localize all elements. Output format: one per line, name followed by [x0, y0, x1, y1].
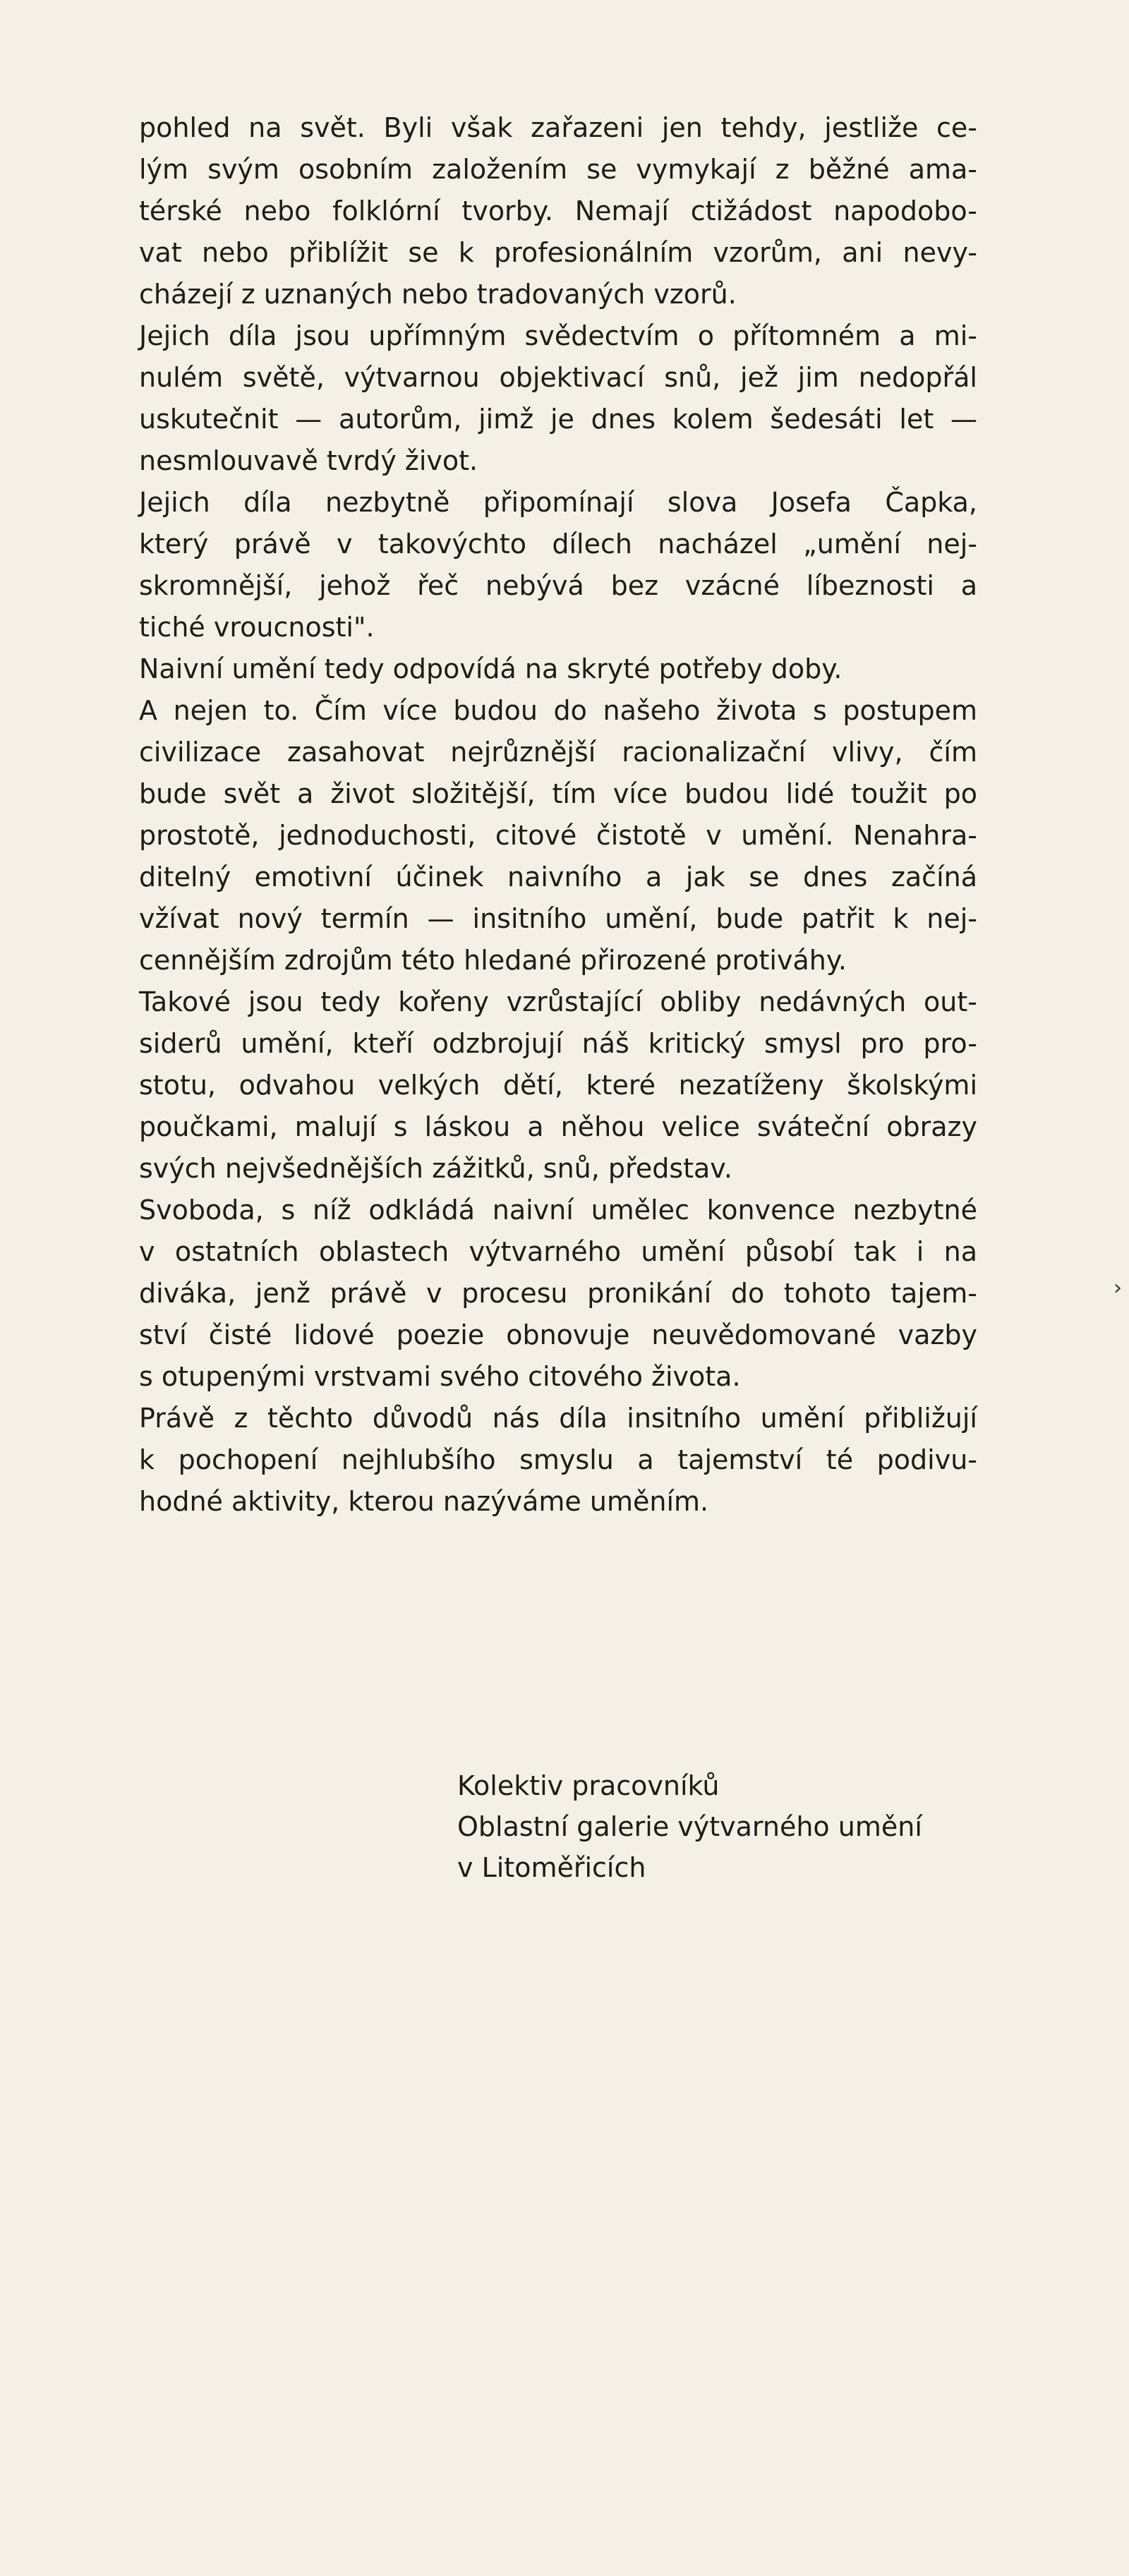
text-line: stotu, odvahou velkých dětí, které nezatíženy školskými [139, 1070, 977, 1101]
text-line: siderů umění, kteří odzbrojují náš kritický smysl pro pro- [139, 1028, 977, 1059]
text-line: v ostatních oblastech výtvarného umění působí tak i na [139, 1236, 977, 1267]
signature-line-3: v Litoměřicích [457, 1852, 646, 1883]
signature-line-2: Oblastní galerie výtvarného umění [457, 1811, 922, 1842]
text-line: Naivní umění tedy odpovídá na skryté potřeby doby. [139, 653, 843, 684]
text-line: ství čisté lidové poezie obnovuje neuvědomované vazby [139, 1319, 977, 1350]
text-line: Jejich díla jsou upřímným svědectvím o přítomném a mi- [139, 320, 977, 351]
text-line: nesmlouvavě tvrdý život. [139, 445, 478, 476]
text-line: Takové jsou tedy kořeny vzrůstající obliby nedávných out- [139, 986, 977, 1017]
text-line: vžívat nový termín — insitního umění, bude patřit k nej- [139, 903, 977, 934]
text-line: skromnější, jehož řeč nebývá bez vzácné líbeznosti a [139, 570, 977, 601]
text-line: Jejich díla nezbytně připomínají slova Josefa Čapka, [139, 487, 977, 518]
text-line: svých nejvšednějších zážitků, snů, představ. [139, 1153, 732, 1184]
text-line: civilizace zasahovat nejrůznější racionalizační vlivy, čím [139, 737, 977, 768]
text-line: cházejí z uznaných nebo tradovaných vzorů. [139, 279, 737, 310]
text-line: poučkami, malují s láskou a něhou velice sváteční obrazy [139, 1111, 977, 1142]
margin-mark: › [1113, 1276, 1122, 1300]
text-line: cennějším zdrojům této hledané přirozené protiváhy. [139, 945, 847, 976]
text-line: lým svým osobním založením se vymykají z běžné ama- [139, 154, 977, 185]
text-line: ditelný emotivní účinek naivního a jak se dnes začíná [139, 861, 977, 893]
text-line: s otupenými vrstvami svého citového života. [139, 1361, 741, 1392]
text-line: vat nebo přiblížit se k profesionálním vzorům, ani nevy- [139, 237, 977, 268]
text-line: hodné aktivity, kterou nazýváme uměním. [139, 1486, 709, 1517]
text-line: prostotě, jednoduchosti, citové čistotě v umění. Nenahra- [139, 820, 977, 851]
text-line: Právě z těchto důvodů nás díla insitního umění přibližují [139, 1403, 977, 1434]
signature-line-1: Kolektiv pracovníků [457, 1770, 720, 1801]
text-line: nulém světě, výtvarnou objektivací snů, jež jim nedopřál [139, 362, 977, 393]
text-line: bude svět a život složitější, tím více budou lidé toužit po [139, 778, 977, 809]
text-line: k pochopení nejhlubšího smyslu a tajemství té podivu- [139, 1444, 977, 1475]
text-line: Svoboda, s níž odkládá naivní umělec konvence nezbytné [139, 1195, 977, 1226]
text-line: A nejen to. Čím více budou do našeho života s postupem [139, 695, 977, 726]
signature-block [457, 1765, 922, 1888]
text-line: tiché vroucnosti". [139, 612, 375, 643]
text-line: který právě v takovýchto dílech nacházel „umění nej- [139, 528, 977, 560]
body-text [139, 107, 977, 1523]
text-line: térské nebo folklórní tvorby. Nemají ctižádost napodobo- [139, 195, 977, 226]
text-line: uskutečnit — autorům, jimž je dnes kolem šedesáti let — [139, 404, 977, 435]
text-line: diváka, jenž právě v procesu pronikání do tohoto tajem- [139, 1278, 977, 1309]
text-line: pohled na svět. Byli však zařazeni jen tehdy, jestliže ce- [139, 112, 977, 143]
